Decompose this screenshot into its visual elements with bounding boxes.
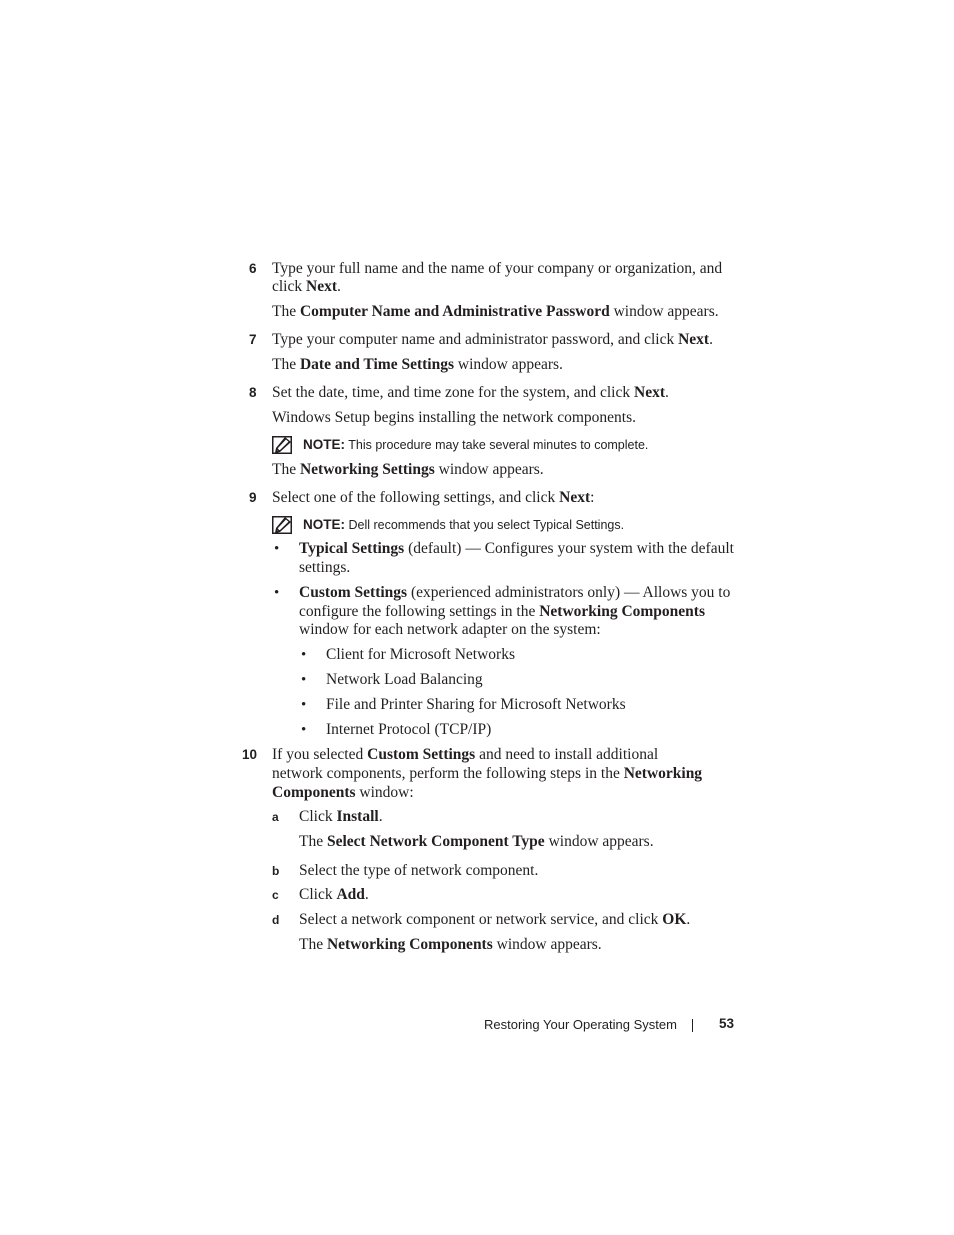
bullet-typical-settings: Typical Settings (default) — Configures your system with the default [299, 540, 734, 557]
bullet-icon: • [301, 647, 307, 663]
step-number-10: 10 [242, 747, 258, 762]
substep-label-a: a [272, 810, 279, 824]
step-6-text-2: click Next. [272, 278, 341, 295]
step-6-result: The Computer Name and Administrative Password window appears. [272, 303, 719, 320]
step-number-8: 8 [249, 385, 257, 400]
bullet-icon: • [301, 722, 307, 738]
subitem-client: Client for Microsoft Networks [326, 646, 515, 663]
substep-a-result: The Select Network Component Type window appears. [299, 833, 654, 850]
bullet-custom-settings-3: window for each network adapter on the system: [299, 621, 601, 638]
pencil-note-icon [271, 435, 293, 455]
bullet-icon: • [274, 541, 280, 557]
step-8-text: Set the date, time, and time zone for the system, and click Next. [272, 384, 669, 401]
bullet-typical-settings-2: settings. [299, 559, 351, 576]
bullet-custom-settings: Custom Settings (experienced administrators only) — Allows you to [299, 584, 731, 601]
step-8-result-2: The Networking Settings window appears. [272, 461, 544, 478]
step-number-7: 7 [249, 332, 257, 347]
step-10-text: If you selected Custom Settings and need to install additional [272, 746, 659, 763]
bullet-icon: • [274, 585, 280, 601]
step-8-result: Windows Setup begins installing the network components. [272, 409, 637, 426]
step-number-6: 6 [249, 261, 257, 276]
substep-label-d: d [272, 913, 280, 927]
step-10-text-2: network components, perform the following steps in the Networking [272, 765, 703, 782]
pencil-note-icon [271, 515, 293, 535]
substep-b-text: Select the type of network component. [299, 862, 539, 879]
substep-label-c: c [272, 888, 279, 902]
subitem-tcpip: Internet Protocol (TCP/IP) [326, 721, 492, 738]
step-number-9: 9 [249, 490, 257, 505]
step-7-text: Type your computer name and administrator password, and click Next. [272, 331, 713, 348]
step-10-text-3: Components window: [272, 784, 414, 801]
substep-label-b: b [272, 864, 280, 878]
step-9-text: Select one of the following settings, and click Next: [272, 489, 595, 506]
substep-a-text: Click Install. [299, 808, 383, 825]
step-7-result: The Date and Time Settings window appears. [272, 356, 563, 373]
footer-title: Restoring Your Operating System [484, 1017, 677, 1032]
substep-d-result: The Networking Components window appears. [299, 936, 602, 953]
bullet-icon: • [301, 672, 307, 688]
step-6-text: Type your full name and the name of your company or organization, and [272, 260, 723, 277]
note-step-9: NOTE: Dell recommends that you select Typical Settings. [303, 517, 625, 532]
substep-c-text: Click Add. [299, 886, 369, 903]
bullet-custom-settings-2: configure the following settings in the Networking Components [299, 603, 705, 620]
subitem-nlb: Network Load Balancing [326, 671, 483, 688]
footer-separator [692, 1019, 693, 1032]
bullet-icon: • [301, 697, 307, 713]
note-step-8: NOTE: This procedure may take several minutes to complete. [303, 437, 649, 452]
page-number: 53 [719, 1016, 735, 1031]
subitem-file-printer: File and Printer Sharing for Microsoft Networks [326, 696, 626, 713]
substep-d-text: Select a network component or network service, and click OK. [299, 911, 691, 928]
